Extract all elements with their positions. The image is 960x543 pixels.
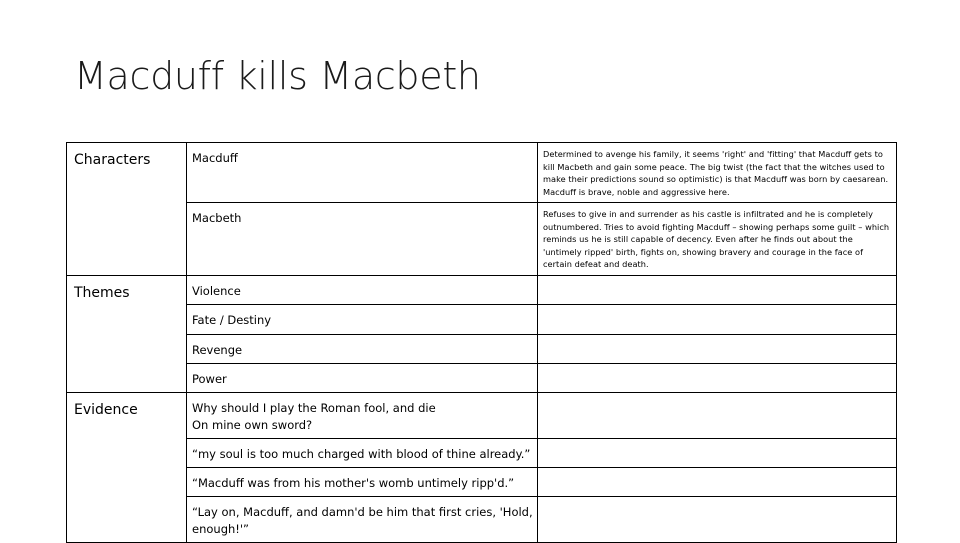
theme-cell — [187, 334, 538, 363]
themes-label: Themes — [74, 284, 130, 301]
evidence-notes-cell — [538, 392, 897, 438]
evidence-quote-cell — [187, 438, 538, 467]
evidence-label: Evidence — [74, 401, 138, 418]
theme-name: Fate / Destiny — [192, 312, 272, 327]
themes-section-cell — [67, 334, 187, 363]
character-name: Macbeth — [192, 211, 242, 225]
theme-row — [67, 304, 897, 334]
character-row-macbeth — [67, 203, 897, 276]
evidence-quote: “Lay on, Macduff, and damn'd be him that first cries, 'Hold, enough!'” — [192, 504, 533, 536]
evidence-quote-cell — [187, 392, 538, 438]
themes-section-cell — [67, 275, 187, 304]
character-description-cell — [538, 143, 897, 203]
analysis-table — [66, 142, 897, 543]
evidence-row — [67, 438, 897, 467]
character-description: Refuses to give in and surrender as his castle is infiltrated and he is completely outnumbered. Tries to avoid fighting Macduff – showing perhaps some guilt – which reminds us he is still capable of decency. Even after he finds out about the 'untimely ripped' birth, fights on, showing bravery and courage in the face of certain defeat and death. — [543, 209, 890, 269]
evidence-quote: “Macduff was from his mother's womb untimely ripp'd.” — [192, 475, 515, 490]
theme-notes-cell — [538, 275, 897, 304]
theme-cell — [187, 275, 538, 304]
theme-row — [67, 334, 897, 363]
theme-cell — [187, 363, 538, 392]
evidence-notes-cell — [538, 496, 897, 542]
theme-row — [67, 363, 897, 392]
theme-notes-cell — [538, 304, 897, 334]
evidence-row — [67, 496, 897, 542]
evidence-row — [67, 467, 897, 496]
theme-name: Revenge — [192, 342, 243, 357]
evidence-section-cell — [67, 438, 187, 467]
theme-row — [67, 275, 897, 304]
characters-section-cell — [67, 203, 187, 276]
evidence-notes-cell — [538, 467, 897, 496]
character-name: Macduff — [192, 151, 238, 165]
evidence-quote: “my soul is too much charged with blood of thine already.” — [192, 446, 531, 461]
evidence-section-cell — [67, 467, 187, 496]
evidence-notes-cell — [538, 438, 897, 467]
evidence-quote: Why should I play the Roman fool, and die On mine own sword? — [192, 400, 436, 432]
evidence-section-cell — [67, 392, 187, 438]
character-name-cell — [187, 143, 538, 203]
theme-cell — [187, 304, 538, 334]
character-description: Determined to avenge his family, it seems 'right' and 'fitting' that Macduff gets to kill Macbeth and gain some peace. The big twist (the fact that the witches used to make their predictions sound so optimistic) is that Macduff was born by caesarean. Macduff is brave, noble and aggressive here. — [543, 149, 889, 197]
character-name-cell — [187, 203, 538, 276]
theme-notes-cell — [538, 334, 897, 363]
character-description-cell — [538, 203, 897, 276]
themes-section-cell — [67, 304, 187, 334]
theme-name: Violence — [192, 283, 241, 298]
slide-title: Macduff kills Macbeth — [74, 54, 481, 98]
evidence-quote-cell — [187, 467, 538, 496]
theme-notes-cell — [538, 363, 897, 392]
evidence-quote-cell — [187, 496, 538, 542]
evidence-section-cell — [67, 496, 187, 542]
characters-section-cell — [67, 143, 187, 203]
evidence-row — [67, 392, 897, 438]
character-row-macduff — [67, 143, 897, 203]
theme-name: Power — [192, 371, 227, 386]
characters-label: Characters — [74, 152, 151, 168]
themes-section-cell — [67, 363, 187, 392]
